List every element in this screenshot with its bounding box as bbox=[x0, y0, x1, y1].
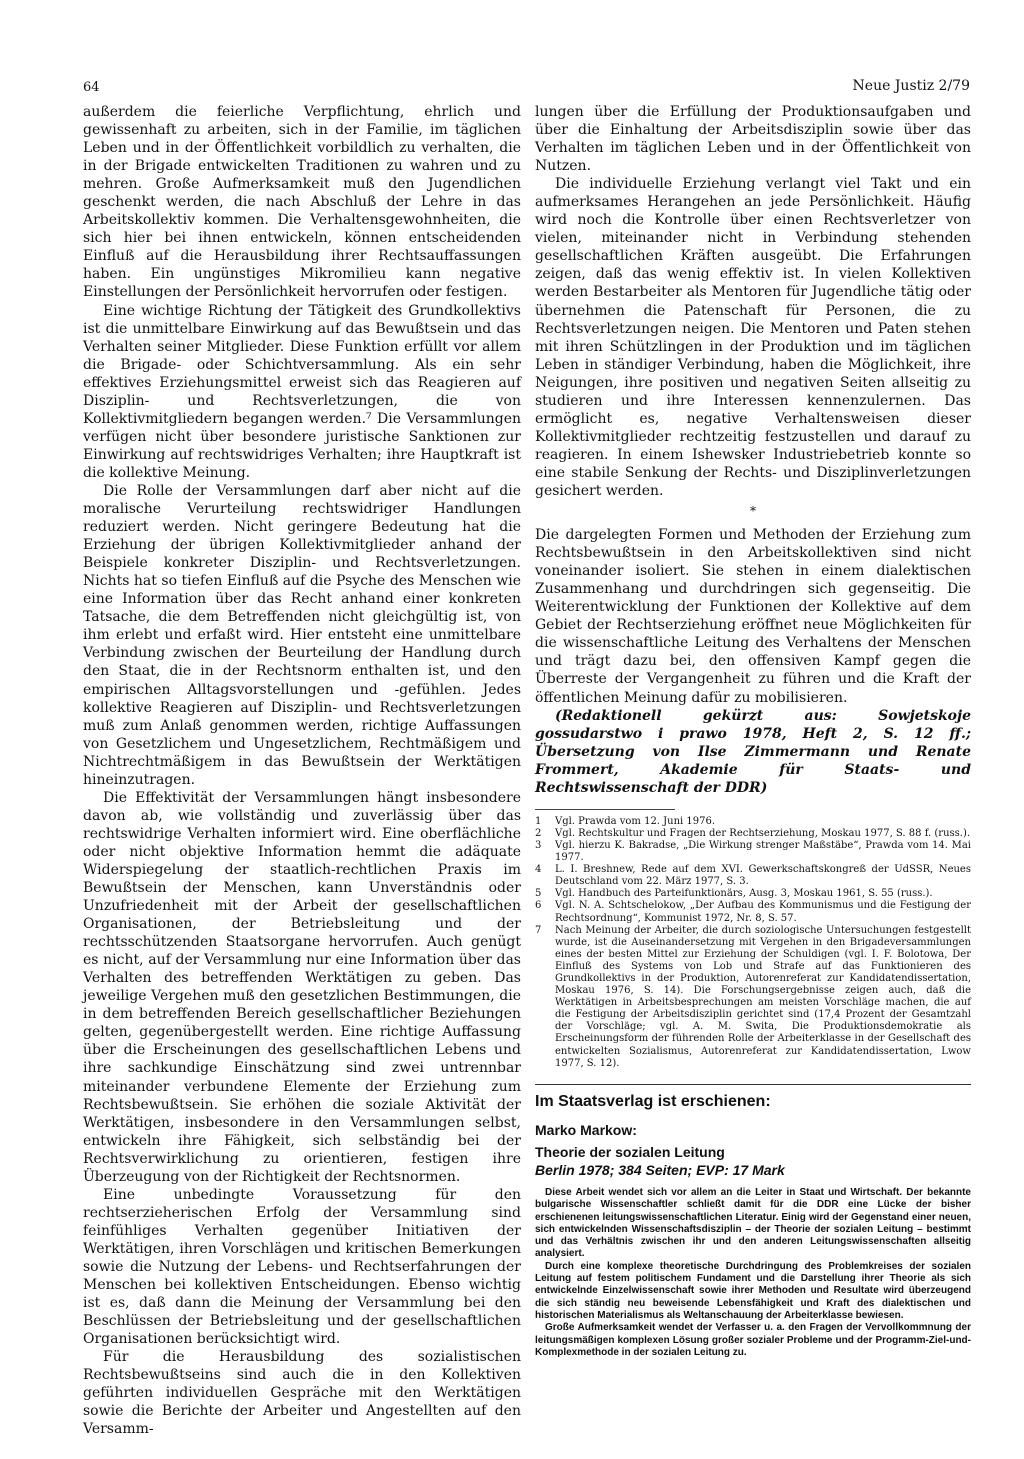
ad-paragraph: Große Aufmerksamkeit wendet der Verfasser u. a. den Fragen der Vervollkommnung der leitungsmäßigen komplexen Lösung großer sozialer Probleme und der Programm-Ziel-und-Komplexmethode in der sozialen Leitung zu. bbox=[535, 1322, 971, 1358]
footnote-divider bbox=[535, 809, 675, 810]
footnote-number: 3 bbox=[535, 839, 542, 851]
book-title: Theorie der sozialen Leitung bbox=[535, 1143, 725, 1160]
left-column bbox=[83, 103, 521, 1438]
footnote bbox=[535, 900, 971, 924]
ad-description bbox=[535, 1187, 971, 1359]
footnote-number: 2 bbox=[535, 827, 542, 839]
paragraph: lungen über die Erfüllung der Produktionsaufgaben und über die Einhaltung der Arbeitsdisziplin sowie über das Verhalten im täglichen Leben und in der Öffentlichkeit von Nutzen. bbox=[535, 104, 971, 175]
footnote bbox=[535, 828, 971, 840]
paragraph: Eine wichtige Richtung der Tätigkeit des Grundkollektivs ist die unmittelbare Einwirkung auf das Bewußtsein und das Verhalten seiner Mitglieder. Diese Funktion erfüllt vor allem die Brigade- oder Schichtversammlung. Als ein sehr effektives Erziehungsmittel erweist sich das Reagieren auf Disziplin- und Rechtsverletzungen, die von Kollektivmitgliedern begangen werden.⁷ Die Versammlungen verfügen nicht über besondere juristische Sanktionen zur Einwirkung auf rechtswidriges Verhalten; ihre Hauptkraft ist die kollektive Meinung. bbox=[83, 302, 521, 481]
section-separator: * bbox=[750, 504, 756, 519]
footnote-number: 6 bbox=[535, 900, 542, 912]
book-author: Marko Markow: bbox=[535, 1121, 637, 1138]
footnote bbox=[535, 816, 971, 828]
paragraph: außerdem die feierliche Verpflichtung, ehrlich und gewissenhaft zu arbeiten, sich in der Familie, im täglichen Leben und in der Öffentlichkeit vorbildlich zu verhalten, die in der Brigade entwickelten Traditionen zu wahren und zu mehren. Große Aufmerksamkeit muß den Jugendlichen geschenkt werden, die nach Abschluß der Lehre in das Arbeitskollektiv kommen. Die Verhaltensgewohnheiten, die sich hier bei ihnen entwickeln, können entscheidenden Einfluß auf die Herausbildung ihrer Rechtsauffassungen haben. Ein ungünstiges Mikromilieu kann negative Einstellungen der Persönlichkeit hervorrufen oder festigen. bbox=[83, 104, 521, 301]
footnote-text: Vgl. hierzu K. Bakradse, „Die Wirkung strenger Maßstäbe“, Prawda vom 14. Mai 1977. bbox=[555, 839, 971, 864]
footnotes-list bbox=[535, 816, 971, 1070]
right-column bbox=[535, 103, 971, 1359]
book-publication-info: Berlin 1978; 384 Seiten; EVP: 17 Mark bbox=[535, 1161, 785, 1178]
source-note: (Redaktionell gekürzt aus: Sowjetskoje gossudarstwo i prawo 1978, Heft 2, S. 12 ff.; Übersetzung von Ilse Zimmermann und Renate Frommert, Akademie für Staats- und Rechtswissenschaft der DDR) bbox=[535, 707, 971, 796]
footnote-text: Nach Meinung der Arbeiter, die durch soziologische Untersuchungen festgestellt wurde, ist die Auseinandersetzung mit Vergehen in den Brigadeversammlungen eines der besten Mittel zur Erziehung der Schuldigen (vgl. I. F. Bolotowa, Der Einfluß des Systems von Lob und Strafe auf das Funktionieren des Grundkollektivs in der Produktion, Autorenreferat zur Kandidatendissertation, Moskau 1976, S. 14). Die Forschungsergebnisse zeigen auch, daß die Werktätigen in Arbeitsbesprechungen am meisten Vorschläge machen, die auf die Festigung der Arbeitsdisziplin gerichtet sind (17,4 Prozent der Gesamtzahl der Vorschläge; vgl. A. M. Swita, Die Produktionsdemokratie als Erscheinungsform der führenden Rolle der Arbeiterklasse in der Gesellschaft des entwickelten Sozialismus, Autorenreferat zur Kandidatendissertation, Lwow 1977, S. 12). bbox=[555, 924, 971, 1069]
book-advertisement bbox=[535, 1084, 971, 1359]
footnote-text: Vgl. N. A. Schtschelokow, „Der Aufbau des Kommunismus und die Festigung der Rechtsordnung“, Kommunist 1972, Nr. 8, S. 57. bbox=[555, 900, 971, 924]
footnote-number: 7 bbox=[535, 924, 542, 936]
footnote bbox=[535, 840, 971, 864]
ad-paragraph: Diese Arbeit wendet sich vor allem an die Leiter in Staat und Wirtschaft. Der bekannte bulgarische Wissenschaftler schließt damit für die DDR eine Lücke der bisher erschienenen leitungswissenschaftlichen Literatur. Einig wird der Gegenstand einer neuen, sich entwickelnden Wissenschaftsdisziplin – der Theorie der sozialen Leitung – bestimmt und das Verhältnis zwischen ihr und den anderen Leitungswissenschaften allseitig analysiert. bbox=[535, 1186, 971, 1260]
footnote-number: 1 bbox=[535, 815, 542, 827]
paragraph: Für die Herausbildung des sozialistischen Rechtsbewußtseins sind auch die in den Kollektiven geführten individuellen Gespräche mit den Werktätigen sowie die Berichte der Arbeiter und Angestellten auf den Versamm- bbox=[83, 1349, 521, 1438]
page-number: 64 bbox=[83, 80, 100, 95]
paragraph: Die individuelle Erziehung verlangt viel Takt und ein aufmerksames Herangehen an jede Persönlichkeit. Häufig wird noch die Kontrolle über einen Rechtsverletzer von vielen, miteinander nicht in Verbindung stehenden gesellschaftlichen Kräften ausgeübt. Die Erfahrungen zeigen, daß das wenig effektiv ist. In vielen Kollektiven werden Bestarbeiter als Mentoren für Jugendliche tätig oder übernehmen die Patenschaft für Personen, die zu Rechtsverletzungen neigen. Die Mentoren und Paten stehen mit ihren Schützlingen in der Produktion und im täglichen Leben in ständiger Verbindung, haben die Möglichkeit, ihre Neigungen, ihre positiven und negativen Seiten allseitig zu studieren und ihre Interessen kennenzulernen. Das ermöglicht es, negative Verhaltensweisen dieser Kollektivmitglieder rechtzeitig festzustellen und darauf zu reagieren. In einem Ishewsker Industriebetrieb konnte so eine stabile Senkung der Rechts- und Disziplinverletzungen gesichert werden. bbox=[535, 176, 971, 499]
ad-heading: Im Staatsverlag ist erschienen: bbox=[535, 1092, 771, 1110]
conclusion-paragraph: Die dargelegten Formen und Methoden der Erziehung zum Rechtsbewußtsein in den Arbeitskollektiven sind nicht voneinander isoliert. Sie stehen in einem dialektischen Zusammenhang und durchdringen sich gegenseitig. Die Weiterentwicklung der Funktionen der Kollektive auf dem Gebiet der Rechtserziehung eröffnet neue Möglichkeiten für die wissenschaftliche Leitung des Verhaltens der Menschen und trägt dazu bei, den offensiven Kampf gegen die Überreste der Vergangenheit zu führen und die Kraft der öffentlichen Meinung dafür zu mobilisieren. bbox=[535, 527, 971, 706]
journal-issue: Neue Justiz 2/79 bbox=[852, 78, 970, 94]
ad-paragraph: Durch eine komplexe theoretische Durchdringung des Problemkreises der sozialen Leitung auf festem politischem Fundament und die Darstellung ihrer Theorie als sich entwickelnde Einzelwissenschaft sowie ihrer Methoden und Resultate wird überzeugend die sich ständig neu beweisende Lebensfähigkeit und Kraft des dialektischen und historischen Materialismus als Weltanschauung der Arbeiterklasse bewiesen. bbox=[535, 1260, 971, 1321]
paragraph: Die Effektivität der Versammlungen hängt insbesondere davon ab, wie vollständig und zuverlässig über das rechtswidrige Verhalten informiert wird. Eine oberflächliche oder nicht objektive Information hemmt die adäquate Widerspiegelung der staatlich-rechtlichen Praxis im Bewußtsein der Menschen, kann Unverständnis oder Unzufriedenheit mit der Arbeit der gesellschaftlichen Organisationen, der Betriebsleitung und der rechtsschützenden Staatsorgane hervorrufen. Auch genügt es nicht, auf der Versammlung nur eine Information über das Verhalten des betreffenden Werktätigen zu geben. Das jeweilige Vergehen muß den gesetzlichen Bestimmungen, die in dem betreffenden Bereich gesellschaftlicher Beziehungen gelten, gegenübergestellt werden. Eine richtige Auffassung über die Erscheinungen des gesellschaftlichen Lebens und ihre sachkundige Einschätzung sind zwei untrennbar miteinander verbundene Elemente der Erziehung zum Rechtsbewußtsein. Sie erhöhen die soziale Aktivität der Werktätigen, insbesondere in den Versammlungen selbst, entwickeln ihre Fähigkeit, sich selbständig bei der Rechtsverwirklichung zu orientieren, festigen ihre Überzeugung von der Richtigkeit der Rechtsnormen. bbox=[83, 789, 521, 1185]
footnote-number: 4 bbox=[535, 864, 542, 876]
footnote-text: Vgl. Rechtskultur und Fragen der Rechtserziehung, Moskau 1977, S. 88 f. (russ.). bbox=[555, 827, 971, 839]
footnote bbox=[535, 888, 971, 900]
footnote bbox=[535, 925, 971, 1070]
footnote-text: Vgl. Handbuch des Parteifunktionärs, Ausg. 3, Moskau 1961, S. 55 (russ.). bbox=[555, 888, 933, 900]
paragraph: Die Rolle der Versammlungen darf aber nicht auf die moralische Verurteilung rechtswidriger Handlungen reduziert werden. Nicht geringere Bedeutung hat die Erziehung der übrigen Kollektivmitglieder anhand der Beispiele konkreter Disziplin- und Rechtsverletzungen. Nichts hat so tiefen Einfluß auf die Psyche des Menschen wie eine Information über das Recht anhand einer konkreten Tatsache, die dem Betreffenden nicht gleichgültig ist, von ihm erlebt und erfaßt wird. Hier entsteht eine unmittelbare Verbindung zwischen der Beurteilung der Handlung durch den Staat, die in der Rechtsnorm enthalten ist, und den empirischen Alltagsvorstellungen und -gefühlen. Jedes kollektive Reagieren auf Disziplin- und Rechtsverletzungen muß zum Anlaß genommen werden, richtige Auffassungen von Gesetzlichem und Ungesetzlichem, Rechtmäßigem und Nichtrechtmäßigem in das Bewußtsein der Werktätigen hineinzutragen. bbox=[83, 482, 521, 788]
paragraph: Eine unbedingte Voraussetzung für den rechtserzieherischen Erfolg der Versammlung sind feinfühliges Verhalten gegenüber Initiativen der Werktätigen, ihren Vorschlägen und kritischen Bemerkungen sowie die Nutzung der Lebens- und Rechtserfahrungen der Menschen bei kollektiven Entscheidungen. Ebenso wichtig ist es, daß dann die Meinung der Versammlung bei den Beschlüssen der Betriebsleitung und der gesellschaftlichen Organisationen berücksichtigt wird. bbox=[83, 1186, 521, 1348]
footnote bbox=[535, 864, 971, 888]
footnote-text: L. I. Breshnew, Rede auf dem XVI. Gewerkschaftskongreß der UdSSR, Neues Deutschland vom 22. März 1977, S. 3. bbox=[555, 864, 971, 888]
footnote-text: Vgl. Prawda vom 12. Juni 1976. bbox=[555, 815, 716, 827]
footnote-number: 5 bbox=[535, 888, 542, 900]
